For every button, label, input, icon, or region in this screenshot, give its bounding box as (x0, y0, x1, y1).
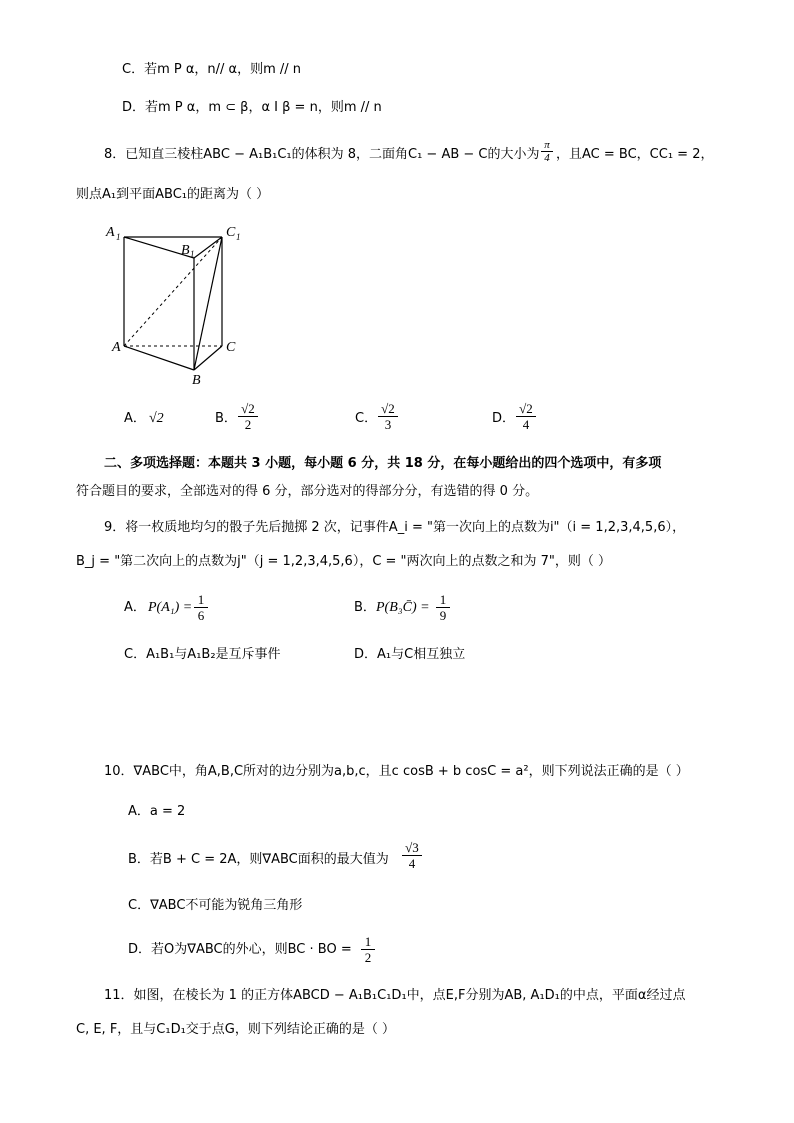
q9-option-c: C．A₁B₁与A₁B₂是互斥事件 (124, 647, 281, 662)
q9-a-num: 1 (194, 592, 208, 608)
q9-option-b-expr: P(B₃C̄) = (376, 600, 430, 615)
label-b1: B (181, 243, 190, 258)
q8-b-num: √2 (238, 401, 258, 417)
q8-stem-line1: 8．已知直三棱柱ABC − A₁B₁C₁的体积为 8，二面角C₁ − AB − C的大小为 (104, 147, 540, 162)
q8-frac-den: 4 (544, 152, 550, 164)
q8-option-b-label: B． (215, 411, 237, 426)
q8-option-a-label: A． (124, 411, 146, 426)
label-b1-sub: 1 (190, 249, 195, 259)
q9-stem-line2: B_j = "第二次向上的点数为j"（j = 1,2,3,4,5,6），C = "两次向上的点数之和为 7"，则（ ） (76, 554, 612, 569)
q10-b-num: √3 (402, 840, 422, 856)
q8-option-a-value: √2 (149, 411, 164, 426)
label-a: A (112, 340, 121, 355)
label-a1: A (106, 225, 115, 240)
q10-b-den: 4 (408, 856, 416, 871)
section2-heading-line2: 符合题目的要求，全部选对的得 6 分，部分选对的得部分分，有选错的得 0 分。 (76, 484, 539, 499)
q10-d-num: 1 (361, 934, 375, 950)
q9-stem-line1: 9．将一枚质地均匀的骰子先后抛掷 2 次，记事件A_i = "第一次向上的点数为i"（i = 1,2,3,4,5,6）， (104, 520, 686, 535)
q10-option-d: D．若O为∇ABC的外心，则BC · BO = (128, 942, 352, 957)
label-b: B (192, 373, 201, 388)
q10-option-c: C．∇ABC不可能为锐角三角形 (128, 898, 303, 913)
q9-a-den: 6 (197, 608, 205, 623)
q8-option-b-frac (238, 401, 258, 432)
q8-option-c-label: C． (355, 411, 378, 426)
q9-option-a-label: A． (124, 600, 146, 615)
option-c-prev: C．若m P α，n// α，则m // n (122, 62, 302, 77)
q11-stem-line1: 11．如图，在棱长为 1 的正方体ABCD − A₁B₁C₁D₁中，点E,F分别为AB, A₁D₁的中点，平面α经过点 (104, 988, 686, 1003)
q8-option-d-frac (516, 401, 536, 432)
option-d-prev: D．若m P α，m ⊂ β，α I β = n，则m // n (122, 100, 382, 115)
q9-option-b-frac (436, 592, 450, 623)
q8-stem-line2: 则点A₁到平面ABC₁的距离为（ ） (76, 187, 270, 202)
q8-option-c-frac (378, 401, 398, 432)
q10-stem: 10．∇ABC中，角A,B,C所对的边分别为a,b,c，且c cosB + b cosC = a²，则下列说法正确的是（ ） (104, 764, 689, 779)
edge-a-b (124, 346, 194, 370)
q9-b-num: 1 (436, 592, 450, 608)
q8-d-num: √2 (516, 401, 536, 417)
q10-option-b: B．若B + C = 2A，则∇ABC面积的最大值为 (128, 852, 389, 867)
q8-stem-line1-tail: ，且AC = BC，CC₁ = 2， (556, 147, 714, 162)
q9-b-den: 9 (439, 608, 447, 623)
label-a1-sub: 1 (116, 232, 121, 242)
q8-pi-over-4 (541, 139, 553, 164)
q9-option-a-frac (194, 592, 208, 623)
q8-c-den: 3 (384, 417, 392, 432)
label-c: C (226, 340, 236, 355)
q11-stem-line2: C, E, F，且与C₁D₁交于点G，则下列结论正确的是（ ） (76, 1022, 396, 1037)
q8-option-d-label: D． (492, 411, 516, 426)
q8-b-den: 2 (244, 417, 252, 432)
q10-option-b-frac (402, 840, 422, 871)
prism-figure (100, 215, 250, 390)
q9-option-a-expr: P(A₁) = (148, 600, 193, 615)
q10-d-den: 2 (364, 950, 372, 965)
q8-c-num: √2 (378, 401, 398, 417)
label-c1: C (226, 225, 236, 240)
q9-option-b-label: B． (354, 600, 376, 615)
q9-option-d: D．A₁与C相互独立 (354, 647, 466, 662)
q10-option-a: A．a = 2 (128, 804, 186, 819)
q8-d-den: 4 (522, 417, 530, 432)
label-c1-sub: 1 (236, 232, 241, 242)
section2-heading-line1: 二、多项选择题：本题共 3 小题，每小题 6 分，共 18 分，在每小题给出的四个选项中，有多项 (104, 456, 662, 471)
hidden-edge-a-c1 (124, 237, 222, 346)
q10-option-d-frac (361, 934, 375, 965)
q8-frac-num: π (541, 139, 553, 152)
